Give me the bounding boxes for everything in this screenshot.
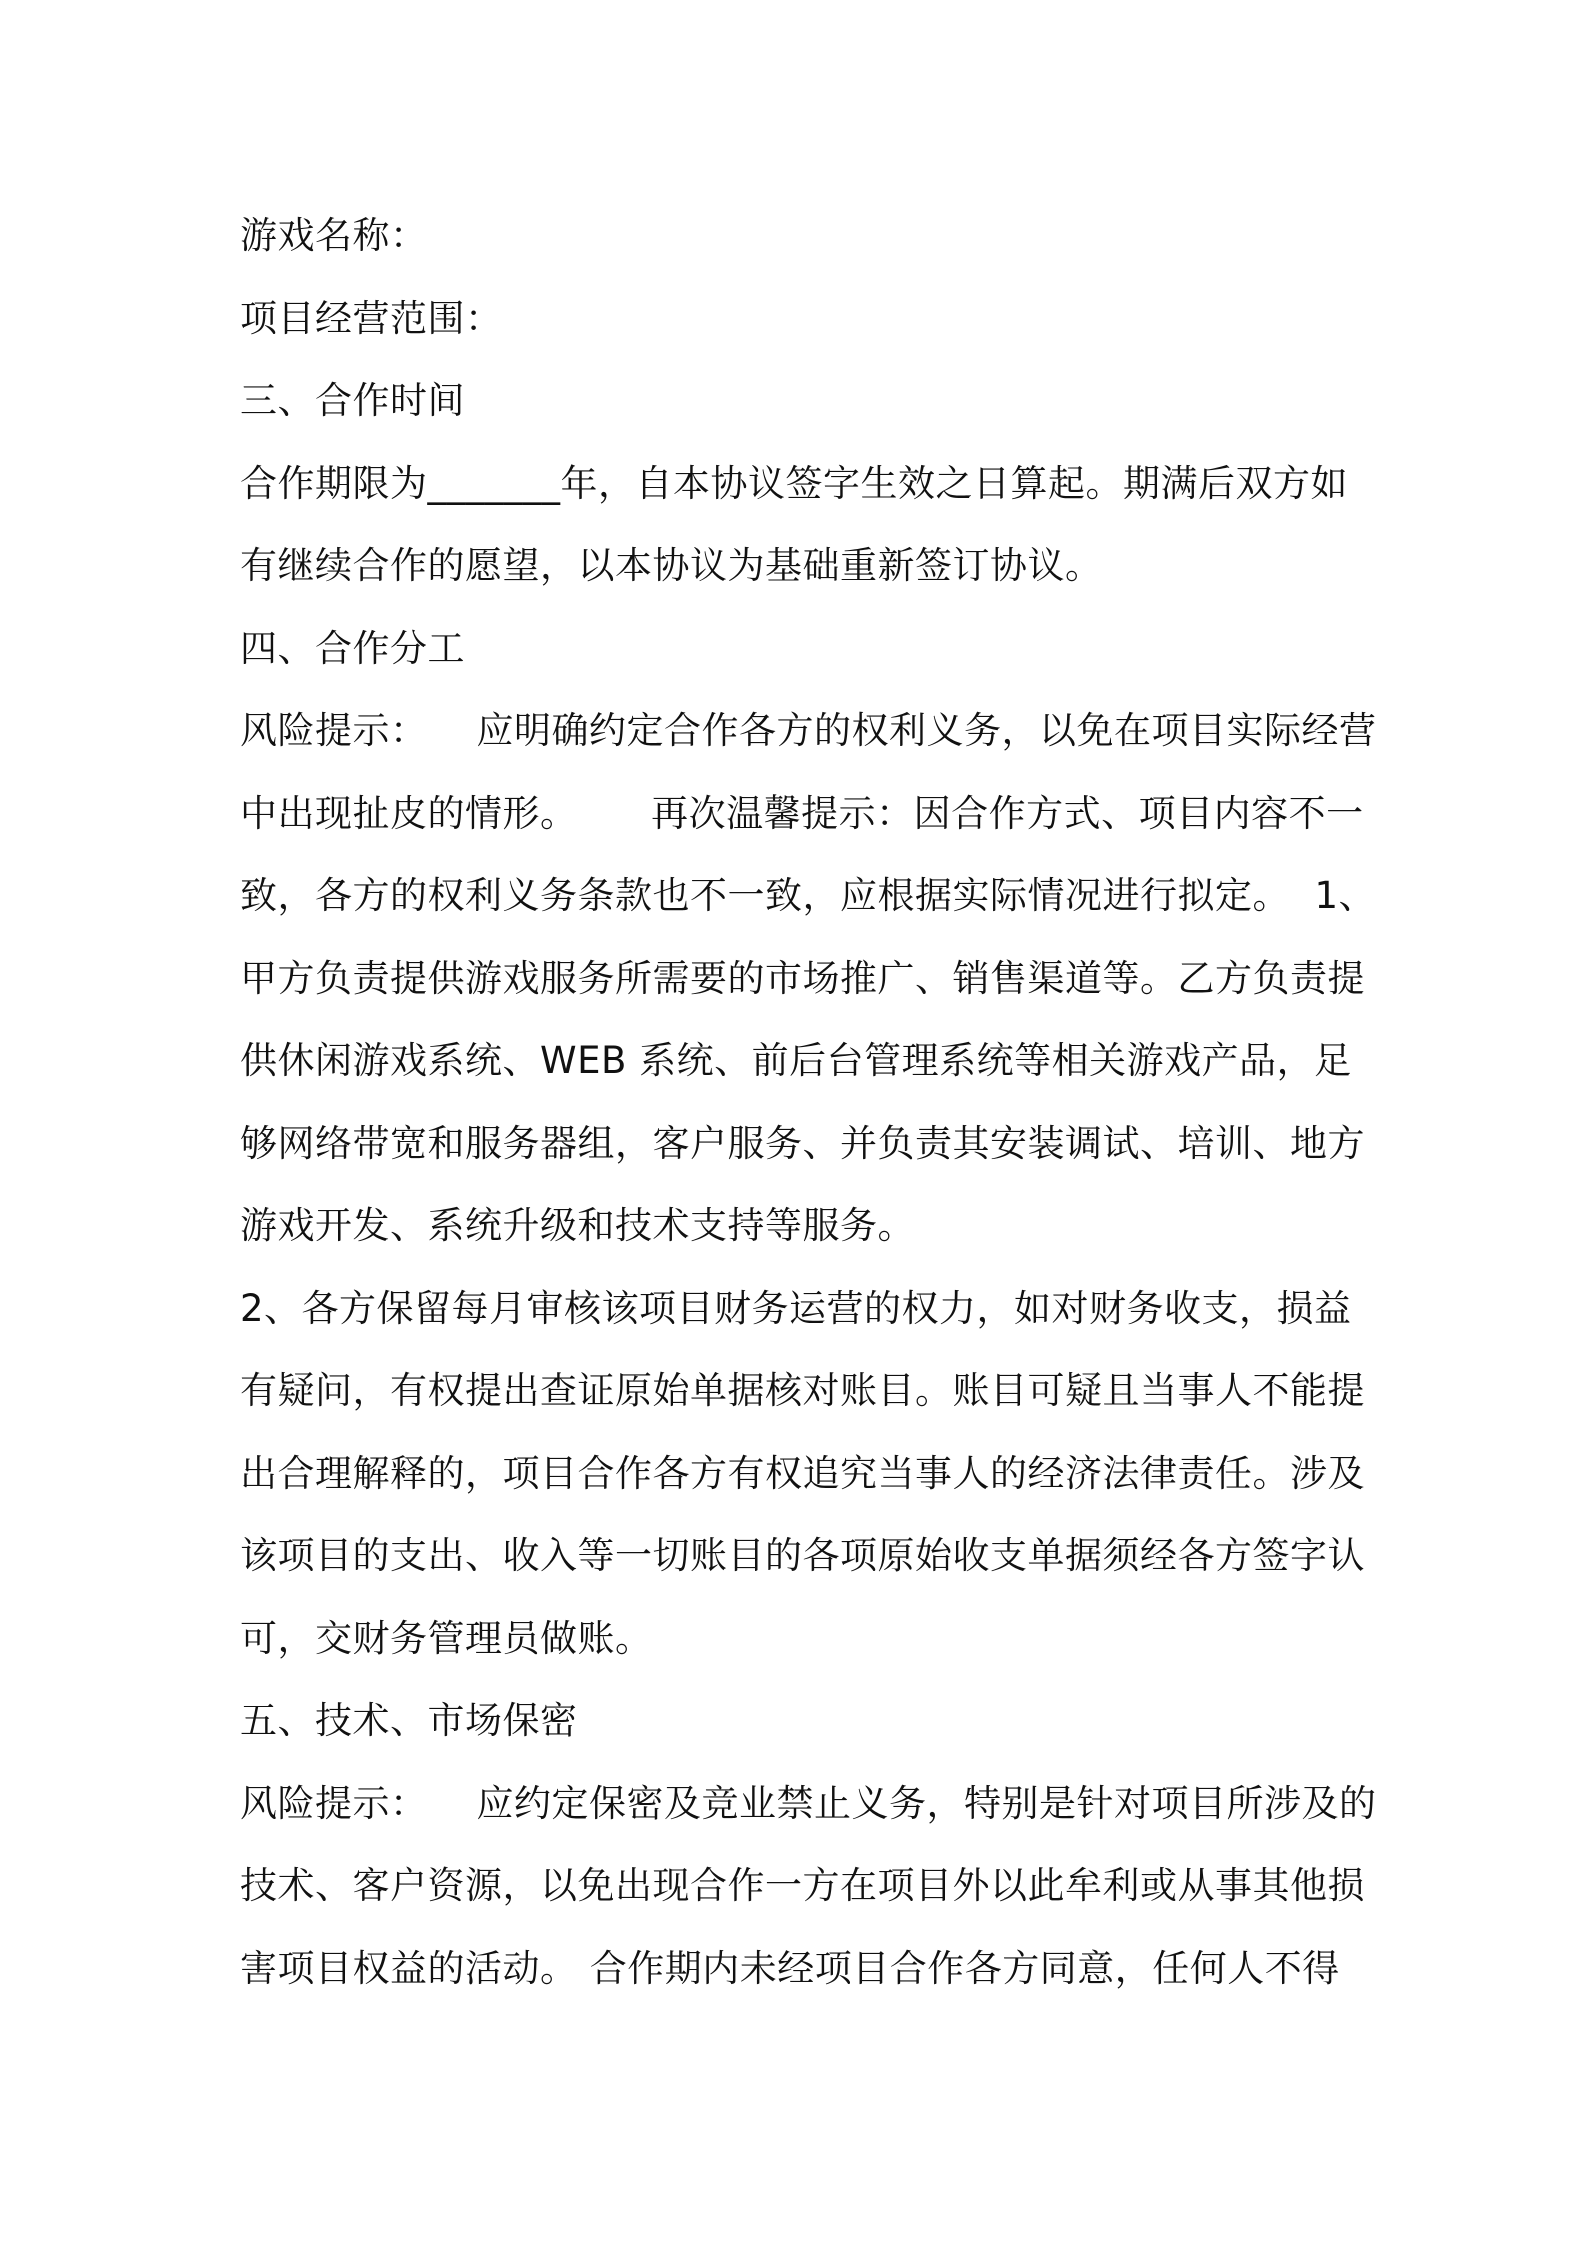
text-line: 甲方负责提供游戏服务所需要的市场推广、销售渠道等。乙方负责提 bbox=[240, 956, 1365, 1000]
text-line: 害项目权益的活动。 合作期内未经项目合作各方同意，任何人不得 bbox=[240, 1946, 1340, 1990]
section-heading: 五、技术、市场保密 bbox=[240, 1699, 578, 1742]
text-line: 够网络带宽和服务器组，客户服务、并负责其安装调试、培训、地方 bbox=[240, 1121, 1365, 1165]
text-line: 游戏开发、系统升级和技术支持等服务。 bbox=[240, 1204, 915, 1247]
text-line: 中出现扯皮的情形。 再次温馨提示：因合作方式、项目内容不一 bbox=[240, 791, 1364, 835]
text-line: 风险提示： 应明确约定合作各方的权利义务，以免在项目实际经营 bbox=[240, 709, 1377, 752]
section-heading: 四、合作分工 bbox=[240, 626, 465, 670]
text-line: 2、各方保留每月审核该项目财务运营的权力，如对财务收支，损益 bbox=[240, 1286, 1352, 1330]
text-line: 有疑问，有权提出查证原始单据核对账目。账目可疑且当事人不能提 bbox=[240, 1369, 1365, 1412]
text-line: 合作期限为_______年，自本协议签字生效之日算起。期满后双方如 bbox=[240, 461, 1348, 505]
text-line: 致，各方的权利义务条款也不一致，应根据实际情况进行拟定。 1、 bbox=[240, 874, 1377, 917]
text-line: 有继续合作的愿望，以本协议为基础重新签订协议。 bbox=[240, 544, 1103, 587]
text-line: 游戏名称： bbox=[240, 214, 428, 257]
text-line: 供休闲游戏系统、WEB 系统、前后台管理系统等相关游戏产品，足 bbox=[240, 1039, 1352, 1082]
text-line: 技术、客户资源，以免出现合作一方在项目外以此牟利或从事其他损 bbox=[240, 1864, 1365, 1907]
text-line: 该项目的支出、收入等一切账目的各项原始收支单据须经各方签字认 bbox=[240, 1534, 1365, 1577]
document-body bbox=[240, 195, 1377, 2010]
text-line: 项目经营范围： bbox=[240, 296, 503, 340]
section-heading: 三、合作时间 bbox=[240, 379, 465, 422]
text-line: 风险提示： 应约定保密及竞业禁止义务，特别是针对项目所涉及的 bbox=[240, 1781, 1377, 1825]
text-line: 可，交财务管理员做账。 bbox=[240, 1616, 653, 1660]
text-line: 出合理解释的，项目合作各方有权追究当事人的经济法律责任。涉及 bbox=[240, 1451, 1365, 1495]
